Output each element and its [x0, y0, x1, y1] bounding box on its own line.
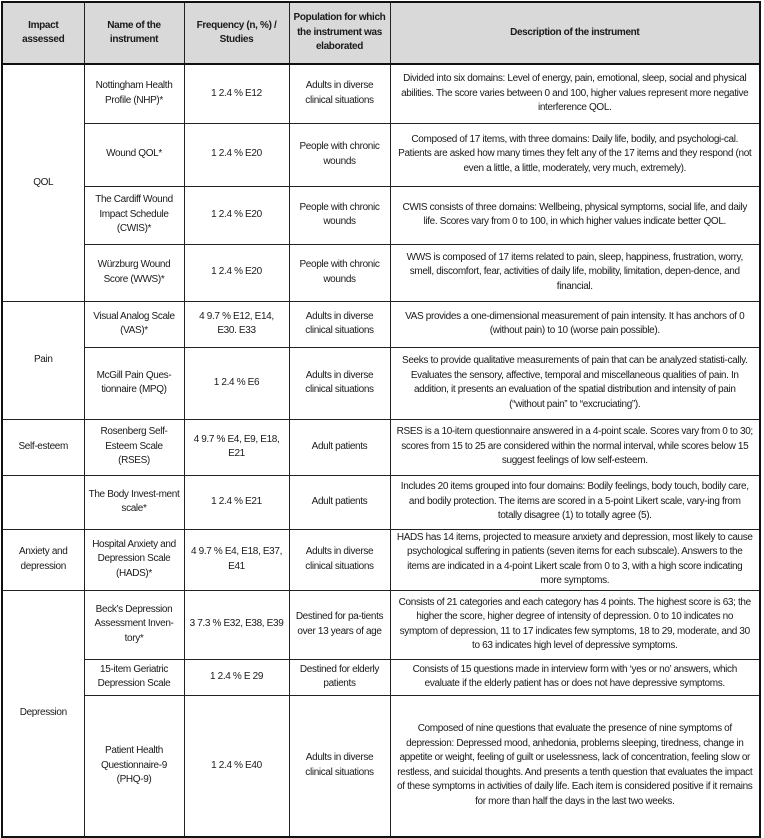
instrument-name-cell: Patient Health Questionnaire-9 (PHQ-9) [84, 695, 184, 837]
description-cell: Seeks to provide qualitative measurements of pain that can be analyzed statisti-cally. Evaluates the sensory, affective, temporal and miscellaneous qualities of pain. In addition, it presents an evaluation of the spatial distribution and intensity of pain (“without pain” to “excruciating”). [390, 347, 760, 419]
instrument-name-cell: The Body Invest-ment scale* [84, 475, 184, 529]
description-cell: RSES is a 10-item questionnaire answered in a 4-point scale. Scores vary from 0 to 30; scores from 15 to 25 are considered within the normal interval, while scores below 15 suggest feelings of low self-esteem. [390, 419, 760, 475]
population-cell: Destined for elderly patients [289, 659, 390, 695]
instrument-name-cell: Visual Analog Scale (VAS)* [84, 301, 184, 347]
frequency-cell: 3 7.3 % E32, E38, E39 [184, 590, 289, 659]
table-row [2, 123, 760, 186]
impact-cell: Anxiety and depression [2, 529, 84, 590]
header-row [2, 2, 760, 64]
population-cell: Adults in diverse clinical situations [289, 529, 390, 590]
table-row [2, 347, 760, 419]
instrument-name-cell: Hospital Anxiety and Depression Scale (HADS)* [84, 529, 184, 590]
table-row [2, 529, 760, 590]
population-cell: Destined for pa-tients over 13 years of age [289, 590, 390, 659]
table-row [2, 419, 760, 475]
instrument-name-cell: The Cardiff Wound Impact Schedule (CWIS)* [84, 186, 184, 244]
frequency-cell: 4 9.7 % E4, E18, E37, E41 [184, 529, 289, 590]
header-name: Name of the instrument [84, 2, 184, 64]
frequency-cell: 1 2.4 % E40 [184, 695, 289, 837]
impact-cell: QOL [2, 64, 84, 301]
table-row [2, 186, 760, 244]
instrument-name-cell: 15-item Geriatric Depression Scale [84, 659, 184, 695]
table-row [2, 590, 760, 659]
table-row [2, 301, 760, 347]
table-row [2, 244, 760, 301]
instrument-name-cell: Rosenberg Self-Esteem Scale (RSES) [84, 419, 184, 475]
population-cell: Adult patients [289, 419, 390, 475]
description-cell: CWIS consists of three domains: Wellbeing, physical symptoms, social life, and daily life. Scores vary from 0 to 100, in which higher values indicate better QOL. [390, 186, 760, 244]
header-description: Description of the instrument [390, 2, 760, 64]
population-cell: Adults in diverse clinical situations [289, 64, 390, 123]
impact-cell [2, 475, 84, 529]
description-cell: VAS provides a one-dimensional measurement of pain intensity. It has anchors of 0 (without pain) to 10 (worse pain possible). [390, 301, 760, 347]
frequency-cell: 1 2.4 % E20 [184, 123, 289, 186]
frequency-cell: 1 2.4 % E6 [184, 347, 289, 419]
population-cell: Adult patients [289, 475, 390, 529]
frequency-cell: 4 9.7 % E4, E9, E18, E21 [184, 419, 289, 475]
population-cell: Adults in diverse clinical situations [289, 301, 390, 347]
frequency-cell: 1 2.4 % E21 [184, 475, 289, 529]
instrument-name-cell: McGill Pain Ques-tionnaire (MPQ) [84, 347, 184, 419]
header-frequency: Frequency (n, %) / Studies [184, 2, 289, 64]
table-row [2, 659, 760, 695]
table-row [2, 475, 760, 529]
impact-cell: Self-esteem [2, 419, 84, 475]
impact-cell: Depression [2, 590, 84, 837]
population-cell: People with chronic wounds [289, 123, 390, 186]
population-cell: People with chronic wounds [289, 244, 390, 301]
description-cell: Composed of nine questions that evaluate the presence of nine symptoms of depression: Depressed mood, anhedonia, problems sleeping, tiredness, change in appetite or weight, feeling of guilt or uselessness, lack of concentration, feeling slow or restless, and suicidal thoughts. And presents a tenth question that evaluates the impact of these symptoms in activities of daily life. Each item is considered positive if it remains for more than half the days in the last two weeks. [390, 695, 760, 837]
description-cell: Composed of 17 items, with three domains: Daily life, bodily, and psychologi-cal. Patients are asked how many times they felt any of the 17 items and they respond (not even a little, a little, moderately, very much, extremely). [390, 123, 760, 186]
instrument-name-cell: Würzburg Wound Score (WWS)* [84, 244, 184, 301]
instrument-name-cell: Beck’s Depression Assessment Inven-tory* [84, 590, 184, 659]
frequency-cell: 4 9.7 % E12, E14, E30. E33 [184, 301, 289, 347]
header-impact: Impact assessed [2, 2, 84, 64]
instruments-table [1, 1, 761, 838]
description-cell: HADS has 14 items, projected to measure anxiety and depression, most likely to cause psychological suffering in patients (seven items for each subscale). Answers to the items are indicated in a 4-point Likert scale from 0 to 3, with a high score indicating more symptoms. [390, 529, 760, 590]
description-cell: Consists of 15 questions made in interview form with ‘yes or no’ answers, which evaluate if the elderly patient has or does not have depressive symptoms. [390, 659, 760, 695]
description-cell: WWS is composed of 17 items related to pain, sleep, happiness, frustration, worry, smell, discomfort, fear, activities of daily life, mobility, limitation, depen-dence, and financial. [390, 244, 760, 301]
description-cell: Divided into six domains: Level of energy, pain, emotional, sleep, social and physical abilities. The score varies between 0 and 100, higher values represent more negative interference QOL. [390, 64, 760, 123]
table-row [2, 695, 760, 837]
frequency-cell: 1 2.4 % E20 [184, 244, 289, 301]
frequency-cell: 1 2.4 % E20 [184, 186, 289, 244]
frequency-cell: 1 2.4 % E 29 [184, 659, 289, 695]
population-cell: Adults in diverse clinical situations [289, 347, 390, 419]
description-cell: Consists of 21 categories and each category has 4 points. The highest score is 63; the higher the score, higher degree of intensity of depression. 0 to 10 indicates no symptom of depression, 11 to 17 indicates few symptoms, 18 to 29, moderate, and 30 to 63 indicates high level of depressive symptoms. [390, 590, 760, 659]
impact-cell: Pain [2, 301, 84, 419]
header-population: Population for which the instrument was elaborated [289, 2, 390, 64]
population-cell: People with chronic wounds [289, 186, 390, 244]
instrument-name-cell: Nottingham Health Profile (NHP)* [84, 64, 184, 123]
table-row [2, 64, 760, 123]
description-cell: Includes 20 items grouped into four domains: Bodily feelings, body touch, bodily care, and bodily protection. The items are scored in a 5-point Likert scale, vary-ing from totally disagree (1) to totally agree (5). [390, 475, 760, 529]
instrument-name-cell: Wound QOL* [84, 123, 184, 186]
frequency-cell: 1 2.4 % E12 [184, 64, 289, 123]
population-cell: Adults in diverse clinical situations [289, 695, 390, 837]
